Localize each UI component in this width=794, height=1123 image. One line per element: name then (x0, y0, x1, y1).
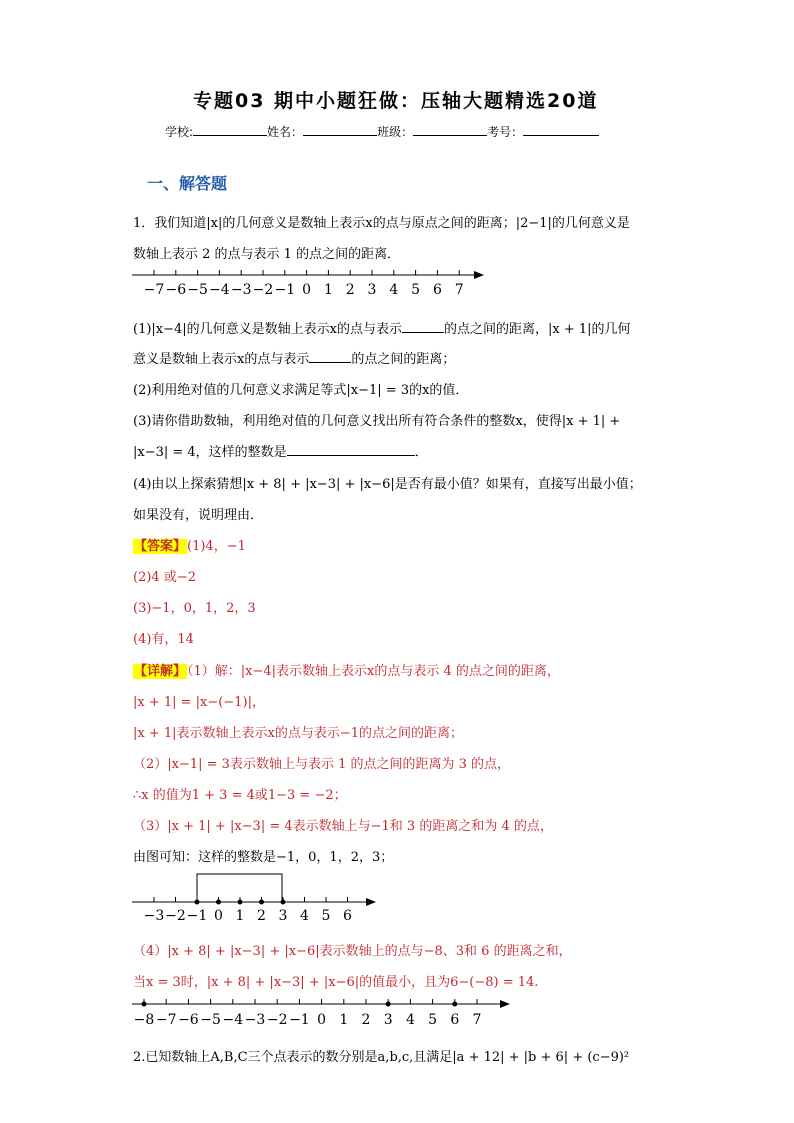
q1-part3-line2 (133, 441, 428, 460)
tick-label: 1 (339, 1012, 349, 1028)
point-dot (281, 900, 286, 905)
class-label: 班级： (377, 125, 414, 139)
q1-p1d: 的点之间的距离； (351, 352, 456, 367)
tick-label: 1 (323, 282, 333, 298)
class-blank[interactable] (413, 123, 487, 136)
tick-label: −6 (165, 282, 187, 298)
id-label: 考号： (487, 125, 524, 139)
arrow-icon (474, 271, 484, 279)
tick-label: 3 (383, 1012, 393, 1028)
info-line (165, 123, 599, 140)
ticks-1 (144, 270, 464, 298)
ticks-2 (144, 897, 352, 924)
section-heading: 一、解答题 (147, 174, 228, 193)
answer-4: (4)有，14 (133, 632, 194, 647)
tick-label: 2 (257, 908, 266, 924)
tick-label: 5 (428, 1012, 438, 1028)
q1-part4-line2: 如果没有，说明理由． (133, 508, 264, 523)
answer-blank-2[interactable] (309, 350, 351, 363)
q1-p3b: |x−3| = 4，这样的整数是 (133, 445, 287, 460)
tick-label: −6 (178, 1012, 199, 1028)
tick-label: 2 (361, 1012, 371, 1028)
detail-4: （2）|x−1| = 3表示数轴上与表示 1 的点之间的距离为 3 的点， (133, 757, 511, 772)
number-line-1 (128, 266, 488, 298)
point-dot (238, 900, 243, 905)
tick-label: 4 (405, 1012, 415, 1028)
tick-label: −3 (230, 282, 252, 298)
tick-label: 2 (345, 282, 355, 298)
detail-block (133, 660, 560, 679)
tick-label: −7 (155, 1012, 177, 1028)
tick-label: 7 (472, 1012, 482, 1028)
tick-label: −2 (266, 1012, 288, 1028)
detail-7: 由图可知：这样的整数是−1，0，1，2，3； (133, 850, 394, 865)
point-dot (386, 1002, 391, 1007)
q1-p1b: 的点之间的距离，|x + 1|的几何 (444, 322, 631, 337)
q2-line1: 2.已知数轴上A,B,C三个点表示的数分别是a,b,c,且满足|a + 12| + |b + 6| + (c−9)² (133, 1050, 630, 1065)
tick-label: 6 (343, 908, 352, 924)
detail-3: |x + 1|表示数轴上表示x的点与表示−1的点之间的距离； (133, 726, 464, 741)
tick-label: −5 (200, 1012, 221, 1028)
q1-line2: 数轴上表示 2 的点与表示 1 的点之间的距离． (133, 247, 401, 262)
q1-part1-line1 (133, 318, 631, 337)
tick-label: 7 (454, 282, 464, 298)
detail-8: （4）|x + 8| + |x−3| + |x−6|表示数轴上的点与−8、3和 6 的距离之和， (133, 944, 572, 959)
q1-part2: (2)利用绝对值的几何意义求满足等式|x−1| = 3的x的值． (133, 383, 469, 398)
tick-label: −8 (133, 1012, 155, 1028)
point-dot (195, 900, 200, 905)
tick-label: 0 (317, 1012, 327, 1028)
answer-tag: 【答案】 (134, 539, 187, 554)
q1-part3-line1: (3)请你借助数轴，利用绝对值的几何意义找出所有符合条件的整数x，使得|x + 1| + (133, 414, 621, 429)
detail-2: |x + 1| = |x−(−1)|， (133, 695, 265, 710)
number-line-2 (128, 870, 388, 924)
tick-label: 3 (367, 282, 377, 298)
school-label: 学校: (165, 125, 194, 139)
tick-label: −3 (143, 908, 165, 924)
tick-label: −1 (274, 282, 296, 298)
answer-1: (1)4，−1 (187, 539, 246, 554)
q1-part1-line2 (133, 348, 455, 367)
tick-label: −3 (244, 1012, 266, 1028)
answer-3: (3)−1，0，1，2，3 (133, 601, 256, 616)
q1-p1a: (1)|x−4|的几何意义是数轴上表示x的点与表示 (133, 322, 403, 337)
point-dot (259, 900, 264, 905)
q1-p1c: 意义是数轴上表示x的点与表示 (133, 352, 310, 367)
detail-tag: 【详解】 (134, 664, 187, 679)
page-title: 专题03 期中小题狂做：压轴大题精选20道 (193, 90, 599, 112)
tick-label: 3 (278, 908, 288, 924)
name-blank[interactable] (303, 123, 377, 136)
tick-label: −1 (186, 908, 208, 924)
answer-blank-1[interactable] (402, 320, 444, 333)
tick-label: 1 (235, 908, 245, 924)
tick-label: 4 (389, 282, 399, 298)
school-blank[interactable] (193, 123, 267, 136)
tick-label: −2 (252, 282, 274, 298)
tick-label: 5 (411, 282, 421, 298)
point-dot (452, 1002, 457, 1007)
answer-2: (2)4 或−2 (133, 570, 196, 585)
detail-6: （3）|x + 1| + |x−3| = 4表示数轴上与−1和 3 的距离之和为 4 的点， (133, 819, 553, 834)
tick-label: −4 (209, 282, 230, 298)
arrow-icon (366, 898, 376, 906)
detail-5: ∴x 的值为1 + 3 = 4或1−3 = −2； (133, 788, 347, 803)
tick-label: 4 (300, 908, 309, 924)
tick-label: 6 (432, 282, 442, 298)
tick-label: −2 (165, 908, 186, 924)
detail-1: （1）解：|x−4|表示数轴上表示x的点与表示 4 的点之间的距离， (187, 664, 560, 679)
answer-block (133, 535, 246, 554)
tick-label: −1 (289, 1012, 310, 1028)
tick-label: 0 (214, 908, 223, 924)
number-line-3 (128, 994, 518, 1028)
q1-p3c: ． (414, 445, 428, 460)
id-blank[interactable] (523, 123, 599, 136)
tick-label: −4 (222, 1012, 244, 1028)
tick-label: 5 (321, 908, 331, 924)
name-label: 姓名： (267, 125, 304, 139)
point-dot (216, 900, 221, 905)
answer-blank-3[interactable] (287, 443, 415, 456)
point-dot (142, 1002, 147, 1007)
tick-label: −7 (143, 282, 165, 298)
q1-part4-line1: (4)由以上探索猜想|x + 8| + |x−3| + |x−6|是否有最小值？如果有，直接写出最小值； (133, 477, 642, 492)
tick-label: 0 (302, 282, 312, 298)
q1-line1: 1．我们知道|x|的几何意义是数轴上表示x的点与原点之间的距离；|2−1|的几何意义是 (133, 216, 630, 231)
tick-label: 6 (450, 1012, 460, 1028)
tick-label: −5 (187, 282, 208, 298)
ticks-3 (134, 999, 482, 1028)
detail-9: 当x = 3时，|x + 8| + |x−3| + |x−6|的值最小，且为6−(−8) = 14. (133, 975, 539, 990)
arrow-icon (500, 1000, 510, 1008)
